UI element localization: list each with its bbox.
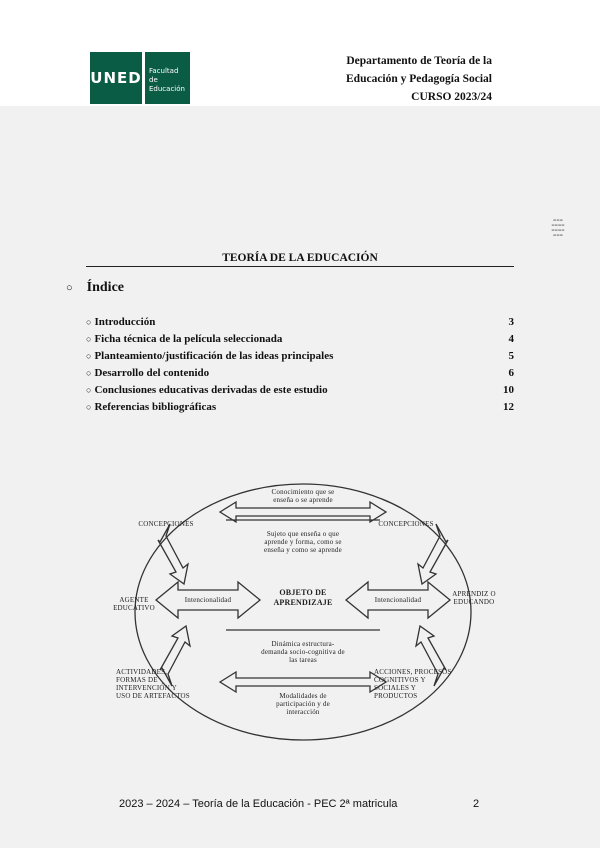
subject-label-1: Sujeto que enseña o que bbox=[266, 530, 340, 538]
agente-2: EDUCATIVO bbox=[113, 604, 155, 612]
toc-item[interactable] bbox=[86, 348, 514, 365]
toc-item[interactable] bbox=[86, 365, 514, 382]
actividades-3: INTERVENCIÓN Y bbox=[116, 684, 177, 692]
toc-page: 4 bbox=[508, 333, 514, 345]
toc-label: ○ Referencias bibliográficas bbox=[86, 399, 216, 416]
toc-item[interactable] bbox=[86, 331, 514, 348]
agente-label bbox=[108, 596, 160, 612]
modalidades-label bbox=[248, 692, 358, 716]
dept-line-1: Departamento de Teoría de la bbox=[346, 55, 492, 67]
footer-text: 2023 – 2024 – Teoría de la Educación - PEC 2ª matricula bbox=[119, 798, 398, 810]
table-of-contents bbox=[86, 314, 514, 416]
concepciones-left: CONCEPCIONES bbox=[138, 520, 194, 528]
actividades-label bbox=[116, 668, 226, 700]
page-number: 2 bbox=[473, 798, 480, 810]
toc-page: 10 bbox=[503, 384, 514, 396]
logo-sub-2: de Educación bbox=[149, 76, 185, 93]
aprendiz-2: EDUCANDO bbox=[453, 598, 495, 606]
subject-label-3: enseña y como se aprende bbox=[264, 546, 342, 554]
toc-label: ○ Introducción bbox=[86, 314, 155, 331]
toc-page: 3 bbox=[508, 316, 514, 328]
uned-logo bbox=[90, 52, 190, 104]
top-arrow bbox=[220, 502, 386, 522]
page-header bbox=[0, 0, 600, 106]
diag-arrow-tl bbox=[158, 524, 188, 584]
modalidades-2: participación y de bbox=[276, 700, 330, 708]
course-line: CURSO 2023/24 bbox=[411, 91, 492, 103]
agente-1: AGENTE bbox=[119, 596, 149, 604]
index-heading bbox=[66, 280, 124, 296]
acciones-3: SOCIALES Y bbox=[374, 684, 416, 692]
toc-item[interactable] bbox=[86, 382, 514, 399]
concepciones-right: CONCEPCIONES bbox=[378, 520, 434, 528]
toc-item[interactable] bbox=[86, 399, 514, 416]
index-heading-text: Índice bbox=[86, 280, 124, 295]
toc-page: 5 bbox=[508, 350, 514, 362]
dinamica-1: Dinámica estructura- bbox=[271, 640, 335, 648]
learning-diagram bbox=[108, 472, 498, 762]
toc-label: ○ Ficha técnica de la película seleccionada bbox=[86, 331, 282, 348]
logo-faculty bbox=[145, 52, 190, 104]
dinamica-2: demanda socio-cognitiva de bbox=[261, 648, 345, 656]
aprendiz-label bbox=[446, 590, 502, 606]
aprendiz-1: APRENDIZ O bbox=[452, 590, 496, 598]
subject-label bbox=[226, 530, 380, 554]
dinamica-3: las tareas bbox=[289, 656, 317, 664]
objeto-1: OBJETO DE bbox=[279, 588, 327, 597]
dept-line-2: Educación y Pedagogía Social bbox=[346, 73, 492, 85]
bottom-arrow bbox=[220, 672, 386, 692]
toc-label: ○ Desarrollo del contenido bbox=[86, 365, 209, 382]
top-label-1: Conocimiento que se bbox=[271, 488, 335, 496]
toc-label: ○ Conclusiones educativas derivadas de este estudio bbox=[86, 382, 328, 399]
actividades-1: ACTIVIDADES, bbox=[116, 668, 168, 676]
acciones-4: PRODUCTOS bbox=[374, 692, 418, 700]
toc-page: 6 bbox=[508, 367, 514, 379]
actividades-4: USO DE ARTEFACTOS bbox=[116, 692, 190, 700]
diagram-shapes bbox=[108, 472, 498, 762]
subject-label-2: aprende y forma, como se bbox=[264, 538, 342, 546]
diag-arrow-tr bbox=[418, 524, 448, 584]
acciones-label bbox=[374, 668, 490, 700]
top-label bbox=[233, 488, 373, 504]
toc-label: ○ Planteamiento/justificación de las ideas principales bbox=[86, 348, 333, 365]
acciones-1: ACCIONES, PROCESOS bbox=[374, 668, 452, 676]
actividades-2: FORMAS DE bbox=[116, 676, 158, 684]
toc-item[interactable] bbox=[86, 314, 514, 331]
bullet-icon: ○ bbox=[66, 282, 73, 294]
intencionalidad-left: Intencionalidad bbox=[184, 596, 232, 604]
modalidades-3: interacción bbox=[286, 708, 320, 716]
top-label-2: enseña o se aprende bbox=[273, 496, 333, 504]
department-info bbox=[346, 52, 492, 106]
toc-page: 12 bbox=[503, 401, 514, 413]
dinamica-label bbox=[226, 640, 380, 664]
acciones-2: COGNITIVOS Y bbox=[374, 676, 426, 684]
objeto-label bbox=[248, 588, 358, 608]
intencionalidad-right: Intencionalidad bbox=[374, 596, 422, 604]
logo-sub-1: Facultad bbox=[149, 67, 179, 75]
modalidades-1: Modalidades de bbox=[279, 692, 327, 700]
objeto-2: APRENDIZAJE bbox=[273, 598, 333, 607]
logo-mark: UNED bbox=[90, 52, 142, 104]
document-title: TEORÍA DE LA EDUCACIÓN bbox=[86, 252, 514, 267]
stamp-watermark: ▬▬▬ ▬▬▬▬ ▬▬▬▬ ▬▬▬ bbox=[551, 218, 565, 237]
